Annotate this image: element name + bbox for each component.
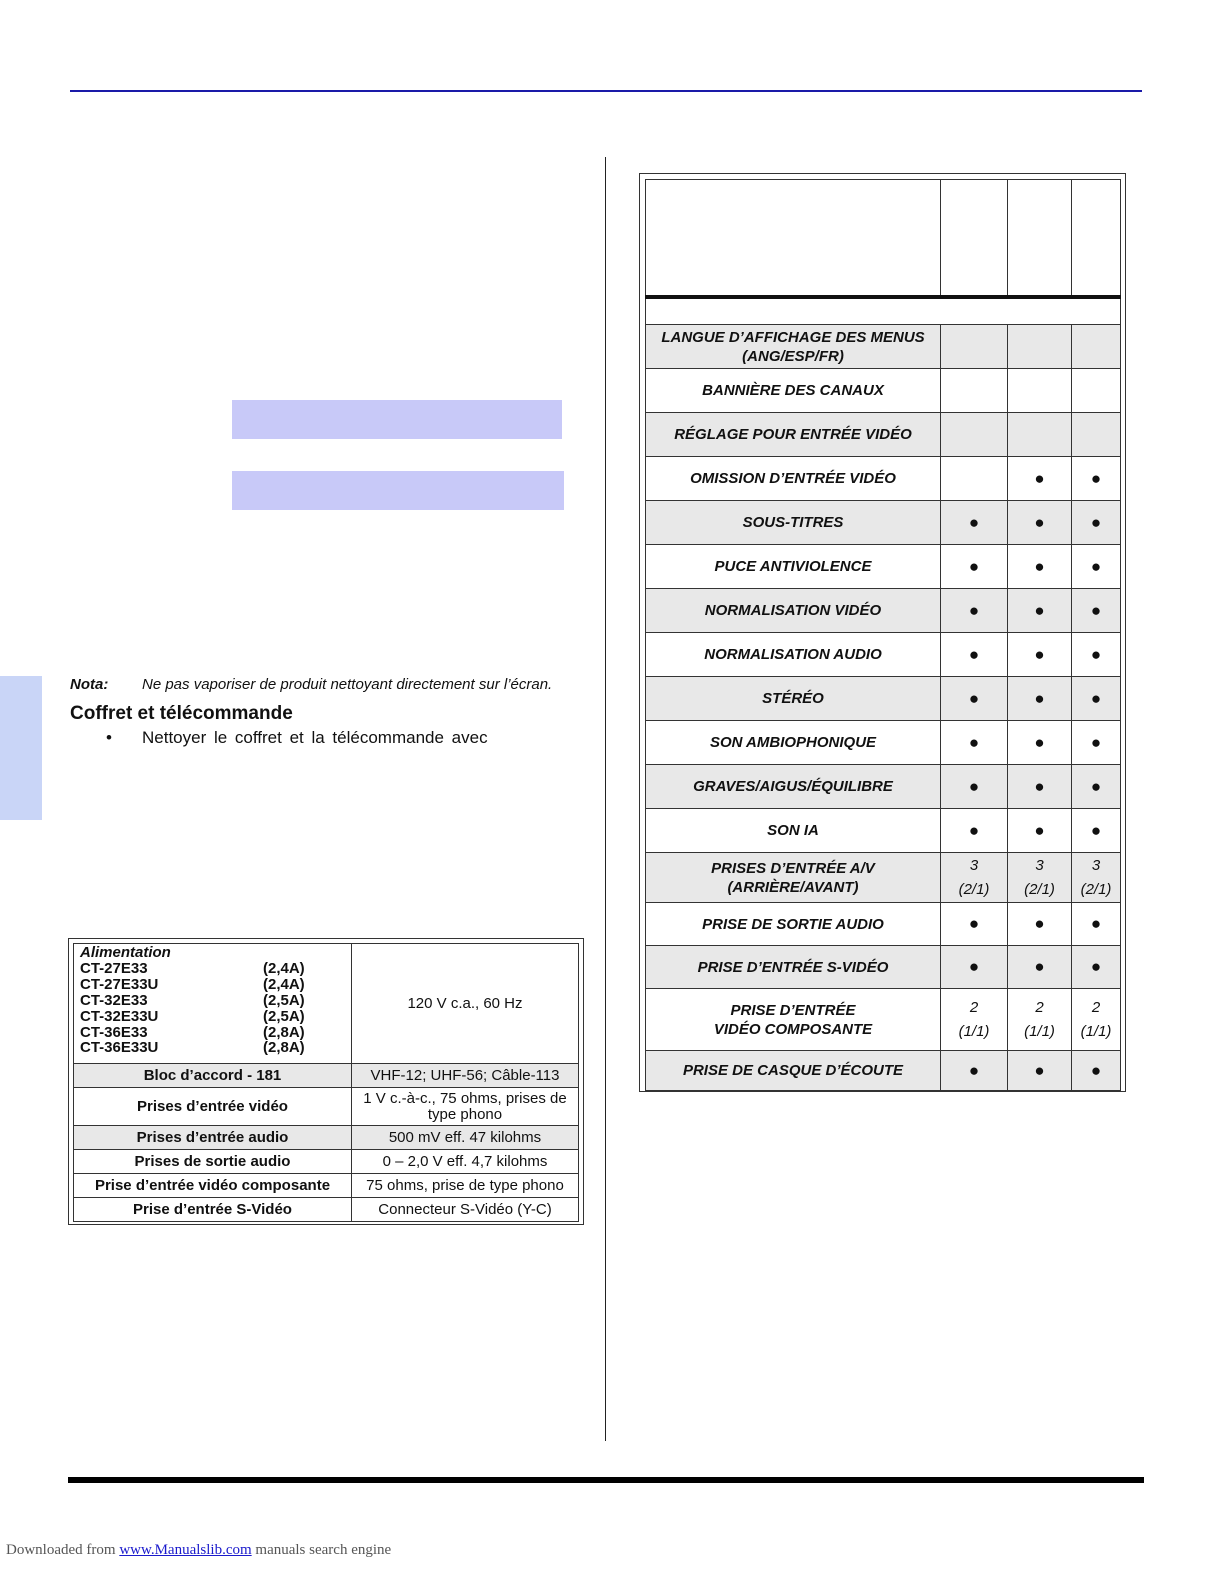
spec-value: 0 – 2,0 V eff. 4,7 kilohms [352, 1150, 579, 1174]
power-amps: (2,8A) [263, 1023, 305, 1041]
feature-mark [941, 413, 1008, 457]
spec-row [74, 1150, 579, 1174]
feature-mark: ● [1008, 633, 1072, 677]
feature-name [646, 853, 941, 903]
power-amps: (2,4A) [263, 975, 305, 993]
feature-mark: ● [1008, 903, 1072, 946]
feature-count-split: (2/1) [958, 880, 990, 898]
footer-suffix: manuals search engine [255, 1542, 392, 1558]
feature-mark: ● [1072, 721, 1121, 765]
feature-mark: ● [1072, 589, 1121, 633]
feature-mark: ● [1072, 903, 1121, 946]
feature-row [646, 545, 1121, 589]
feature-row [646, 853, 1121, 903]
feature-name: PRISE DE CASQUE D’ÉCOUTE [646, 1051, 941, 1091]
feature-mark: ● [1072, 545, 1121, 589]
power-amps: (2,5A) [263, 991, 305, 1009]
feature-mark [1008, 325, 1072, 369]
feature-count-split: (1/1) [958, 1022, 990, 1040]
power-model-row [80, 961, 347, 977]
spec-value: Connecteur S-Vidéo (Y-C) [352, 1198, 579, 1222]
feature-mark: ● [1008, 721, 1072, 765]
specifications-grid [73, 943, 579, 1222]
power-amps: (2,5A) [263, 1007, 305, 1025]
feature-count-total: 3 [1035, 856, 1044, 874]
feature-mark: ● [941, 589, 1008, 633]
features-header-blank [646, 180, 941, 297]
feature-count-total: 3 [1091, 856, 1101, 874]
feature-mark [1072, 369, 1121, 413]
feature-mark: ● [1072, 457, 1121, 501]
feature-mark [941, 457, 1008, 501]
feature-mark: ● [1008, 589, 1072, 633]
footer [6, 1542, 391, 1559]
feature-mark [941, 325, 1008, 369]
feature-name: NORMALISATION VIDÉO [646, 589, 941, 633]
feature-mark: ● [1008, 765, 1072, 809]
note [70, 676, 552, 693]
column-divider [605, 157, 606, 1441]
feature-name: SOUS-TITRES [646, 501, 941, 545]
feature-name: SON IA [646, 809, 941, 853]
feature-row [646, 457, 1121, 501]
feature-mark: ● [1072, 501, 1121, 545]
highlight-box-2 [232, 471, 564, 510]
feature-mark: ● [941, 765, 1008, 809]
feature-name [646, 325, 941, 369]
footer-prefix: Downloaded from [6, 1542, 116, 1558]
spec-row [74, 1198, 579, 1222]
feature-mark: ● [1008, 946, 1072, 989]
feature-count [941, 989, 1008, 1051]
feature-count-total: 3 [969, 856, 979, 874]
power-title: Alimentation [80, 944, 171, 961]
power-amps: (2,4A) [263, 959, 305, 977]
top-rule [70, 90, 1142, 92]
feature-row [646, 809, 1121, 853]
feature-row [646, 633, 1121, 677]
feature-mark: ● [941, 721, 1008, 765]
feature-count-split: (2/1) [1024, 880, 1055, 898]
power-model-row [80, 1009, 347, 1025]
feature-mark: ● [941, 501, 1008, 545]
features-header-col-3 [1072, 180, 1121, 297]
feature-name: BANNIÈRE DES CANAUX [646, 369, 941, 413]
bullet-dot: • [106, 728, 112, 747]
feature-mark [1072, 413, 1121, 457]
feature-mark: ● [1008, 677, 1072, 721]
section-heading: Coffret et télécommande [70, 703, 293, 724]
features-spacer [646, 297, 1121, 325]
feature-mark: ● [1008, 809, 1072, 853]
feature-mark: ● [1072, 677, 1121, 721]
feature-mark [1072, 325, 1121, 369]
feature-count-total: 2 [1091, 998, 1101, 1016]
features-spacer-row [646, 297, 1121, 325]
feature-mark: ● [1072, 633, 1121, 677]
power-model: CT-36E33 [80, 1023, 148, 1041]
feature-row [646, 903, 1121, 946]
feature-name-line: (ARRIÈRE/AVANT) [727, 878, 859, 896]
feature-row [646, 413, 1121, 457]
feature-mark: ● [1072, 765, 1121, 809]
spec-label: Prise d’entrée S-Vidéo [74, 1198, 352, 1222]
feature-name-line: LANGUE D’AFFICHAGE DES MENUS [661, 328, 925, 346]
feature-count-split: (1/1) [1080, 1022, 1112, 1040]
power-model-row [80, 993, 347, 1009]
power-value: 120 V c.a., 60 Hz [352, 944, 579, 1064]
feature-mark: ● [941, 903, 1008, 946]
feature-row [646, 501, 1121, 545]
features-header-col-2 [1008, 180, 1072, 297]
spec-value: 1 V c.-à-c., 75 ohms, prises de type phono [352, 1088, 579, 1126]
side-tab [0, 676, 42, 820]
bullet-text: Nettoyer le coffret et la télécommande avec [142, 728, 488, 747]
feature-count-split: (1/1) [1024, 1022, 1055, 1040]
feature-name: NORMALISATION AUDIO [646, 633, 941, 677]
spec-value: VHF-12; UHF-56; Câble-113 [352, 1064, 579, 1088]
highlight-box-1 [232, 400, 562, 439]
feature-count [1008, 989, 1072, 1051]
feature-row [646, 1051, 1121, 1091]
feature-mark [941, 369, 1008, 413]
feature-row [646, 677, 1121, 721]
feature-mark: ● [1072, 946, 1121, 989]
feature-mark: ● [1008, 501, 1072, 545]
feature-mark: ● [941, 677, 1008, 721]
feature-mark [1008, 369, 1072, 413]
feature-row [646, 765, 1121, 809]
spec-row [74, 1126, 579, 1150]
feature-name: PRISE DE SORTIE AUDIO [646, 903, 941, 946]
note-label: Nota: [70, 676, 109, 693]
power-model: CT-36E33U [80, 1039, 159, 1057]
feature-mark: ● [941, 1051, 1008, 1091]
feature-name: SON AMBIOPHONIQUE [646, 721, 941, 765]
spec-row-power [74, 944, 579, 1064]
features-grid [645, 179, 1121, 1091]
feature-mark: ● [1072, 1051, 1121, 1091]
spec-value: 500 mV eff. 47 kilohms [352, 1126, 579, 1150]
features-table [639, 173, 1126, 1092]
spec-label: Prises de sortie audio [74, 1150, 352, 1174]
feature-name: PRISE D’ENTRÉE S-VIDÉO [646, 946, 941, 989]
power-model: CT-27E33 [80, 959, 148, 977]
spec-row [74, 1088, 579, 1126]
feature-mark: ● [1008, 545, 1072, 589]
feature-name: GRAVES/AIGUS/ÉQUILIBRE [646, 765, 941, 809]
feature-count [1072, 989, 1121, 1051]
feature-name: PUCE ANTIVIOLENCE [646, 545, 941, 589]
power-model: CT-27E33U [80, 975, 159, 993]
feature-name-line: VIDÉO COMPOSANTE [713, 1020, 873, 1038]
power-model-row [80, 1025, 347, 1041]
power-model: CT-32E33U [80, 1007, 159, 1025]
feature-row [646, 989, 1121, 1051]
power-model-row [80, 1040, 347, 1056]
feature-mark: ● [1072, 809, 1121, 853]
power-amps: (2,8A) [263, 1039, 305, 1057]
footer-link[interactable]: www.Manualslib.com [119, 1542, 252, 1558]
spec-row [74, 1064, 579, 1088]
feature-row [646, 721, 1121, 765]
feature-count [1072, 853, 1121, 903]
spec-value: 75 ohms, prise de type phono [352, 1174, 579, 1198]
feature-row [646, 946, 1121, 989]
feature-mark: ● [1008, 457, 1072, 501]
features-header-row [646, 180, 1121, 297]
spec-label: Prise d’entrée vidéo composante [74, 1174, 352, 1198]
feature-count-total: 2 [969, 998, 979, 1016]
feature-count-split: (2/1) [1080, 880, 1112, 898]
note-text: Ne pas vaporiser de produit nettoyant directement sur l’écran. [142, 676, 553, 693]
feature-count [941, 853, 1008, 903]
bottom-rule [68, 1477, 1144, 1483]
feature-mark: ● [941, 946, 1008, 989]
feature-count [1008, 853, 1072, 903]
specifications-table [68, 938, 584, 1225]
feature-mark [1008, 413, 1072, 457]
feature-name: STÉRÉO [646, 677, 941, 721]
feature-row [646, 325, 1121, 369]
feature-name-line: PRISE D’ENTRÉE [730, 1001, 856, 1019]
spec-row [74, 1174, 579, 1198]
feature-name: OMISSION D’ENTRÉE VIDÉO [646, 457, 941, 501]
feature-mark: ● [1008, 1051, 1072, 1091]
feature-row [646, 589, 1121, 633]
feature-name: RÉGLAGE POUR ENTRÉE VIDÉO [646, 413, 941, 457]
power-model-row [80, 977, 347, 993]
feature-row [646, 369, 1121, 413]
feature-mark: ● [941, 545, 1008, 589]
feature-mark: ● [941, 809, 1008, 853]
feature-mark: ● [941, 633, 1008, 677]
feature-name [646, 989, 941, 1051]
spec-label: Prises d’entrée audio [74, 1126, 352, 1150]
spec-label: Prises d’entrée vidéo [74, 1088, 352, 1126]
features-header-col-1 [941, 180, 1008, 297]
feature-name-line: PRISES D’ENTRÉE A/V [711, 859, 875, 877]
power-model: CT-32E33 [80, 991, 148, 1009]
bullet-item [106, 728, 488, 748]
feature-count-total: 2 [1035, 998, 1044, 1016]
spec-label: Bloc d’accord - 181 [74, 1064, 352, 1088]
power-cell [74, 944, 352, 1064]
feature-name-line: (ANG/ESP/FR) [742, 347, 844, 365]
